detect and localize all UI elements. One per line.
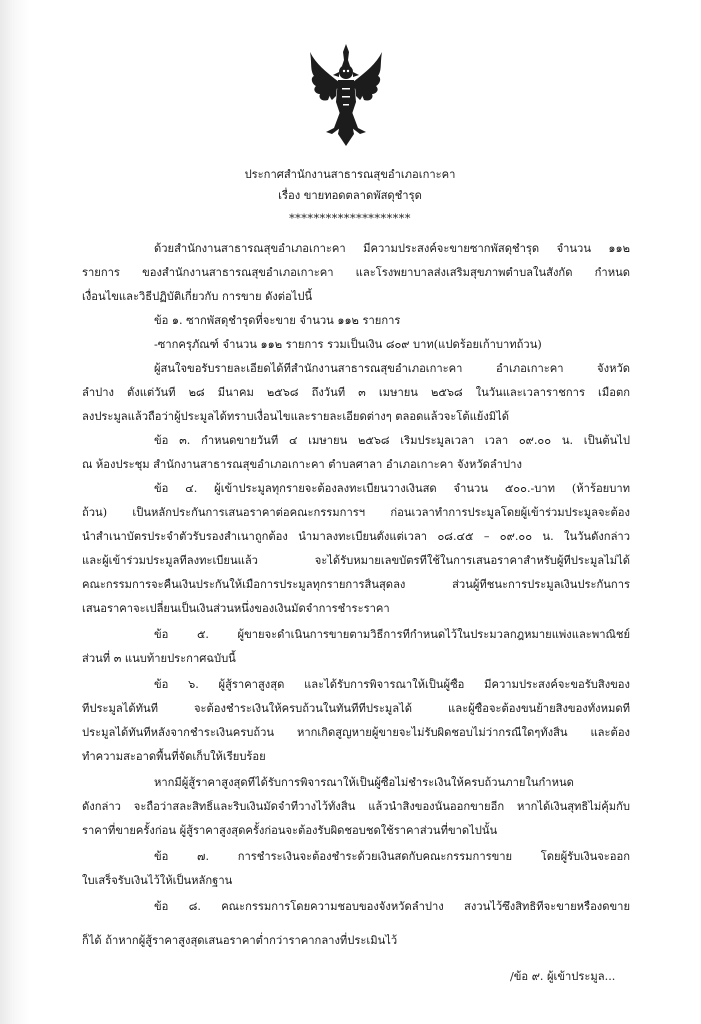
paragraph-line: นำสำเนาบัตรประจำตัวรับรองสำเนาถูกต้อง นำมาลงทะเบียนตั้งแต่เวลา ๐๘.๔๕ – ๐๙.๐๐ น. ในวันดังกล่าว — [82, 530, 630, 543]
paragraph-line: ทำความสะอาดพื้นที่จัดเก็บให้เรียบร้อย — [82, 750, 266, 763]
clause-6: ข้อ ๖. ผู้สู้ราคาสูงสุด และได้รับการพิจารณาให้เป็นผู้ซื้อ มีความประสงค์จะขอรับสิ่งของ — [154, 678, 630, 691]
paragraph-line: ส่วนที่ ๓ แนบท้ายประกาศฉบับนี้ — [82, 652, 236, 665]
paragraph-line: ด้วยสำนักงานสาธารณสุขอำเภอเกาะคา มีความประสงค์จะขายซากพัสดุชำรุด จำนวน ๑๑๒ — [154, 242, 630, 255]
paragraph-line: ดังกล่าว จะถือว่าสละสิทธิ์และริบเงินมัดจำที่วางไว้ทั้งสิ้น แล้วนำสิ่งของนั้นออกขายอีก หากได้เงินสุทธิไม่คุ้มกับ — [82, 800, 630, 813]
clause-7: ข้อ ๗. การชำระเงินจะต้องชำระด้วยเงินสดกับคณะกรรมการขาย โดยผู้รับเงินจะออก — [154, 850, 630, 863]
clause-8: ข้อ ๘. คณะกรรมการโดยความชอบของจังหวัดลำปาง สงวนไว้ซึ่งสิทธิที่จะขายหรืองดขาย — [154, 900, 630, 913]
continuation-note: /ข้อ ๙. ผู้เข้าประมูล... — [510, 970, 616, 983]
paragraph-line: เงื่อนไขและวิธีปฏิบัติเกี่ยวกับ การขาย ดังต่อไปนี้ — [82, 290, 313, 303]
announcement-subject: เรื่อง ขายทอดตลาดพัสดุชำรุด — [278, 189, 422, 202]
paragraph-line: ราคาที่ขายครั้งก่อน ผู้สู้ราคาสูงสุดครั้งก่อนจะต้องรับผิดชอบชดใช้ราคาส่วนที่ขาดไปนั้น — [82, 824, 498, 837]
garuda-emblem-icon — [306, 42, 386, 150]
paragraph-line: ใบเสร็จรับเงินไว้ให้เป็นหลักฐาน — [82, 874, 233, 887]
announcement-title: ประกาศสำนักงานสาธารณสุขอำเภอเกาะคา — [244, 168, 456, 181]
clause-1: ข้อ ๑. ซากพัสดุชำรุดที่จะขาย จำนวน ๑๑๒ รายการ — [154, 314, 401, 327]
paragraph-line: เสนอราคาจะเปลี่ยนเป็นเงินส่วนหนึ่งของเงินมัดจำการชำระราคา — [82, 602, 390, 615]
paragraph-line: คณะกรรมการจะคืนเงินประกันให้เมื่อการประมูลทุกรายการสิ้นสุดลง ส่วนผู้ที่ชนะการประมูลเงินประกันการ — [82, 578, 630, 591]
paragraph-line: หากมีผู้สู้ราคาสูงสุดที่ได้รับการพิจารณาให้เป็นผู้ซื้อไม่ชำระเงินให้ครบถ้วนภายในกำหนด — [154, 776, 574, 789]
clause-1-item: -ซากครุภัณฑ์ จำนวน ๑๑๒ รายการ รวมเป็นเงิน ๘๐๙ บาท(แปดร้อยเก้าบาทถ้วน) — [154, 338, 542, 351]
paragraph-line: ลำปาง ตั้งแต่วันที่ ๒๘ มีนาคม ๒๕๖๘ ถึงวันที่ ๓ เมษายน ๒๕๖๘ ในวันและเวลาราชการ เมื่อตก — [82, 386, 630, 399]
paragraph-line: ก็ได้ ถ้าหากผู้สู้ราคาสูงสุดเสนอราคาต่ำกว่าราคากลางที่ประเมินไว้ — [82, 934, 398, 947]
paragraph-line: ลงประมูลแล้วถือว่าผู้ประมูลได้ทราบเงื่อนไขและรายละเอียดต่างๆ ตลอดแล้วจะโต้แย้งมิได้ — [82, 410, 510, 423]
paragraph-line: ประมูลได้ทันทีหลังจากชำระเงินครบถ้วน หากเกิดสูญหายผู้ขายจะไม่รับผิดชอบไม่ว่ากรณีใดๆทั้งสิ้น และต้อง — [82, 726, 630, 739]
paragraph-line: และผู้เข้าร่วมประมูลที่ลงทะเบียนแล้ว จะได้รับหมายเลขบัตรที่ใช้ในการเสนอราคาสำหรับผู้ที่ประมูลไม่ได้ — [82, 554, 630, 567]
clause-4: ข้อ ๔. ผู้เข้าประมูลทุกรายจะต้องลงทะเบียนวางเงินสด จำนวน ๕๐๐.-บาท (ห้าร้อยบาท — [154, 482, 630, 495]
paragraph-line: ณ ห้องประชุม สำนักงานสาธารณสุขอำเภอเกาะคา ตำบลศาลา อำเภอเกาะคา จังหวัดลำปาง — [82, 458, 522, 471]
paragraph-line: รายการ ของสำนักงานสาธารณสุขอำเภอเกาะคา และโรงพยาบาลส่งเสริมสุขภาพตำบลในสังกัด กำหนด — [82, 266, 630, 279]
paragraph-line: ถ้วน) เป็นหลักประกันการเสนอราคาต่อคณะกรรมการฯ ก่อนเวลาทำการประมูลโดยผู้เข้าร่วมประมูลจะต้อง — [82, 506, 630, 519]
clause-3: ข้อ ๓. กำหนดขายวันที่ ๔ เมษายน ๒๕๖๘ เริ่มประมูลเวลา เวลา ๐๙.๐๐ น. เป็นต้นไป — [154, 434, 630, 447]
paragraph-line: ผู้สนใจขอรับรายละเอียดได้ที่สำนักงานสาธารณสุขอำเภอเกาะคา อำเภอเกาะคา จังหวัด — [154, 362, 630, 375]
paragraph-line: ที่ประมูลได้ทันที จะต้องชำระเงินให้ครบถ้วนในทันทีที่ประมูลได้ และผู้ซื้อจะต้องขนย้ายสิ่งของทั้งหมดที่ — [82, 702, 630, 715]
title-separator: ******************** — [289, 212, 411, 225]
clause-5: ข้อ ๕. ผู้ขายจะดำเนินการขายตามวิธีการที่กำหนดไว้ในประมวลกฎหมายแพ่งและพาณิชย์ — [154, 628, 630, 641]
